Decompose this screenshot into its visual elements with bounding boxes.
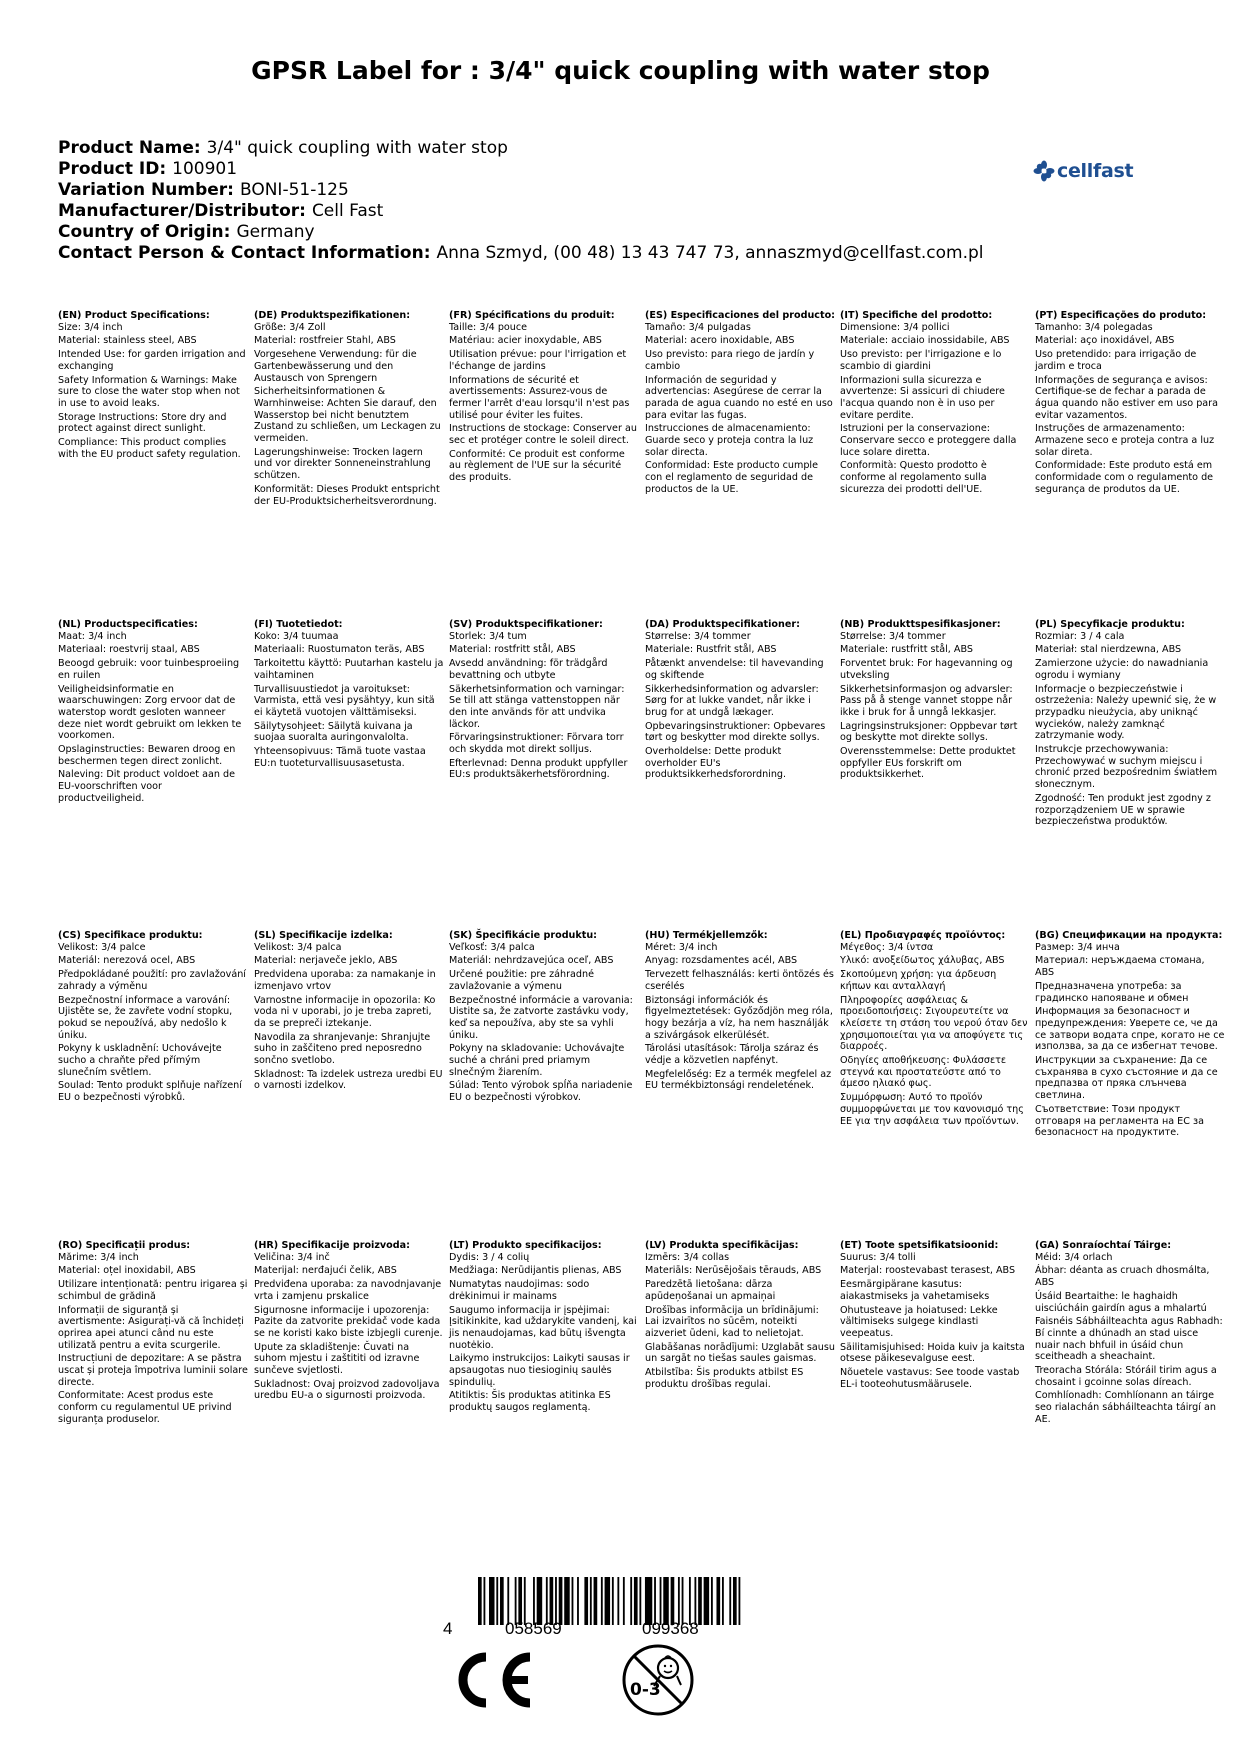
field-label: Manufacturer/Distributor: — [58, 201, 306, 221]
spec-line: Naleving: Dit product voldoet aan de EU-voorschriften voor productveiligheid. — [58, 769, 235, 804]
barcode-bar — [694, 1577, 696, 1625]
spec-line: Materiale: Rustfrit stål, ABS — [645, 644, 777, 656]
spec-block-heading: (EN) Product Specifications: — [58, 310, 210, 321]
spec-line: Súlad: Tento výrobok spĺňa nariadenie EU o bezpečnosti výrobkov. — [449, 1080, 633, 1104]
spec-line: Informacje o bezpieczeństwie i ostrzeżenia: Należy upewnić się, że w przypadku nieużycia, aby uniknąć wycieków, należy zamknąć zatrzymanie wody. — [1035, 683, 1217, 742]
variation-number-row — [58, 180, 984, 201]
spec-line: Izmērs: 3/4 collas — [645, 1251, 730, 1263]
spec-block — [645, 310, 835, 498]
spec-line: Uso pretendido: para irrigação de jardim e troca — [1035, 349, 1197, 372]
spec-block-heading: (HU) Termékjellemzők: — [645, 930, 768, 941]
spec-block — [449, 1240, 639, 1416]
spec-line: Varnostne informacije in opozorila: Ko voda ni v uporabi, jo je treba zapreti, da se prepreči iztekanje. — [254, 994, 436, 1029]
svg-text:0-3: 0-3 — [630, 1680, 661, 1700]
field-value: Anna Szmyd, (00 48) 13 43 747 73, annaszmyd@cellfast.com.pl — [436, 243, 984, 263]
spec-line: Bezpečnostné informácie a varovania: Uistite sa, že zatvorte zastávku vody, keď sa nepoužíva, aby ste sa vyhli úniku. — [449, 994, 633, 1041]
product-name-row — [58, 138, 984, 159]
spec-block — [254, 1240, 444, 1404]
barcode-bar — [550, 1577, 554, 1625]
barcode-bar — [537, 1577, 543, 1625]
spec-line: Sikkerhetsinformasjon og advarsler: Pass på å stenge vannet stoppe når ikke i bruk for å unngå lekkasjer. — [840, 683, 1013, 718]
barcode-bar — [594, 1577, 598, 1625]
spec-block-heading: (ES) Especificaciones del producto: — [645, 310, 836, 321]
spec-line: Suurus: 3/4 tolli — [840, 1251, 916, 1263]
spec-line: Tárolási utasítások: Tárolja száraz és védje a közvetlen napfényt. — [645, 1043, 819, 1067]
spec-line: Съответствие: Този продукт отговаря на регламента на ЕС за безопасност на продуктите. — [1035, 1103, 1204, 1139]
barcode-bar — [634, 1577, 638, 1625]
spec-block-heading: (DA) Produktspecifikationer: — [645, 619, 800, 630]
spec-line: Yhteensopivuus: Tämä tuote vastaa EU:n tuoteturvallisuusasetusta. — [254, 746, 426, 769]
field-label: Product Name: — [58, 138, 201, 158]
spec-block-heading: (EL) Προδιαγραφές προϊόντος: — [840, 930, 1006, 941]
spec-line: Säkerhetsinformation och varningar: Se till att stänga vattenstoppen när den inte används för att undvika läckor. — [449, 683, 625, 730]
spec-line: Materiale: rustfritt stål, ABS — [840, 644, 973, 656]
spec-line: Förvaringsinstruktioner: Förvara torr och skydda mot direkt solljus. — [449, 732, 624, 756]
spec-line: Conformidade: Este produto está em conformidade com o regulamento de segurança de produtos da UE. — [1035, 460, 1214, 495]
spec-line: Navodila za shranjevanje: Shranjujte suho in zaščiteno pred neposredno sončno svetlobo. — [254, 1031, 431, 1067]
barcode-bar — [515, 1577, 517, 1625]
not-for-children-0-3-icon — [621, 1643, 695, 1717]
spec-line: Lagerungshinweise: Trocken lagern und vor direkter Sonneneinstrahlung schützen. — [254, 446, 431, 482]
spec-line: Overholdelse: Dette produkt overholder EU's produktsikkerhedsforordning. — [645, 746, 787, 781]
barcode-bar — [722, 1577, 724, 1625]
spec-line: Πληροφορίες ασφάλειας & προειδοποιήσεις: Σιγουρευτείτε να κλείσετε τη στάση του νερού όταν δεν χρησιμοποιείται για να αποφύγετε τις διαρροές. — [840, 994, 1028, 1053]
barcode-bar — [689, 1577, 691, 1625]
spec-line: Konformität: Dieses Produkt entspricht der EU-Produktsicherheitsverordnung. — [254, 483, 440, 507]
spec-line: Mărime: 3/4 inch — [58, 1251, 139, 1263]
spec-block — [449, 310, 639, 486]
barcode-bar — [729, 1577, 731, 1625]
spec-line: Uso previsto: para riego de jardín y cambio — [645, 349, 815, 372]
field-label: Country of Origin: — [58, 222, 231, 242]
spec-line: Informações de segurança e avisos: Certifique-se de fechar a parada de água quando não estiver em uso para evitar vazamentos. — [1035, 374, 1218, 421]
spec-line: Utilizare intenționată: pentru irigarea și schimbul de grădină — [58, 1279, 248, 1302]
spec-line: Οδηγίες αποθήκευσης: Φυλάσσετε στεγνά και προστατεύστε από το άμεσο ηλιακό φως. — [840, 1055, 1007, 1090]
spec-line: Размер: 3/4 инча — [1035, 941, 1120, 953]
spec-block-heading: (NB) Produkttspesifikasjoner: — [840, 619, 1001, 630]
spec-line: Tarkoitettu käyttö: Puutarhan kastelu ja vaihtaminen — [254, 658, 444, 681]
barcode-bar — [682, 1577, 684, 1625]
barcode-bar — [564, 1577, 570, 1625]
spec-line: Opslaginstructies: Bewaren droog en beschermen tegen direct zonlicht. — [58, 744, 236, 767]
barcode-bar — [623, 1577, 625, 1625]
spec-line: Anyag: rozsdamentes acél, ABS — [645, 955, 798, 967]
spec-line: Koko: 3/4 tuumaa — [254, 630, 339, 642]
spec-block-heading: (DE) Produktspezifikationen: — [254, 310, 411, 321]
spec-block-heading: (LV) Produkta specifikācijas: — [645, 1240, 799, 1251]
spec-line: Material: rostfritt stål, ABS — [449, 644, 576, 656]
barcode-bar — [605, 1577, 611, 1625]
spec-line: Atbilstība: Šis produkts atbilst ES produktu drošības regulai. — [645, 1367, 804, 1390]
spec-line: Conformité: Ce produit est conforme au règlement de l'UE sur la sécurité des produits. — [449, 448, 625, 484]
barcode-bar — [663, 1577, 669, 1625]
spec-line: Sukladnost: Ovaj proizvod zadovoljava uredbu EU-a o sigurnosti proizvoda. — [254, 1378, 440, 1402]
barcode-bar — [711, 1577, 713, 1625]
spec-block — [254, 310, 444, 509]
spec-line: Påtænkt anvendelse: til havevanding og skiftende — [645, 658, 824, 681]
spec-line: Glabāšanas norādījumi: Uzglabāt sausu un sargāt no tiešas saules gaismas. — [645, 1341, 835, 1365]
spec-block — [840, 619, 1030, 783]
barcode-bar — [716, 1577, 720, 1625]
spec-line: Méid: 3/4 orlach — [1035, 1251, 1113, 1263]
spec-line: Pokyny na skladovanie: Uchovávajte suché a chráni pred priamym slnečným žiarením. — [449, 1043, 625, 1078]
field-label: Product ID: — [58, 159, 167, 179]
spec-line: Informations de sécurité et avertissements: Assurez-vous de fermer l'arrêt d'eau lorsqu'il n'est pas utilisé pour éviter les fuites. — [449, 374, 630, 421]
spec-line: Dimensione: 3/4 pollici — [840, 321, 950, 333]
barcode-bar — [660, 1577, 662, 1625]
spec-block-heading: (SV) Produktspecifikationer: — [449, 619, 603, 630]
spec-block — [1035, 619, 1225, 830]
barcode-bar — [500, 1577, 504, 1625]
barcode-bar — [590, 1577, 592, 1625]
spec-block-heading: (NL) Productspecificaties: — [58, 619, 198, 630]
spec-line: Tamaño: 3/4 pulgadas — [645, 321, 751, 333]
spec-line: Materiál: nerezová ocel, ABS — [58, 955, 196, 967]
barcode-bar — [704, 1577, 710, 1625]
cellfast-logo — [1033, 158, 1158, 184]
spec-line: Material: acero inoxidable, ABS — [645, 335, 795, 347]
spec-line: Conformità: Questo prodotto è conforme al regolamento sulla sicurezza dei prodotti dell'UE. — [840, 460, 987, 495]
barcode-bar — [612, 1577, 614, 1625]
spec-line: Materijal: nerđajući čelik, ABS — [254, 1265, 397, 1277]
spec-line: Storage Instructions: Store dry and protect against direct sunlight. — [58, 411, 227, 435]
spec-line: Forventet bruk: For hagevanning og utveksling — [840, 658, 1013, 681]
spec-line: Materiál: nehrdzavejúca oceľ, ABS — [449, 955, 614, 967]
spec-line: Størrelse: 3/4 tommer — [645, 630, 751, 642]
spec-line: Instrukcje przechowywania: Przechowywać w suchym miejscu i chronić przed bezpośrednim światłem słonecznym. — [1035, 744, 1218, 791]
spec-line: Instrucciones de almacenamiento: Guarde seco y proteja contra la luz solar directa. — [645, 423, 814, 458]
spec-line: Материал: неръждаема стомана, ABS — [1035, 955, 1205, 979]
spec-line: Určené použitie: pre záhradné zavlažovanie a výmenu — [449, 969, 594, 992]
spec-block — [1035, 930, 1225, 1141]
spec-line: Comhlíonadh: Comhlíonann an táirge seo rialachán sábháilteachta táirgí an AE. — [1035, 1390, 1216, 1425]
spec-line: Eesmärgipärane kasutus: aiakastmiseks ja vahetamiseks — [840, 1279, 990, 1302]
barcode-bar — [555, 1577, 557, 1625]
barcode-bar — [739, 1577, 741, 1625]
spec-line: Méret: 3/4 inch — [645, 941, 718, 953]
spec-line: Sicherheitsinformationen & Warnhinweise: Achten Sie darauf, den Wasserstop bei nicht benutztem Zustand zu schließen, um Leckagen zu vermeiden. — [254, 386, 441, 445]
spec-line: Υλικό: ανοξείδωτος χάλυβας, ABS — [840, 955, 1005, 967]
spec-line: Atitiktis: Šis produktas atitinka ES produktų saugos reglamentą. — [449, 1390, 611, 1414]
spec-block — [1035, 310, 1225, 498]
spec-block — [58, 619, 248, 807]
spec-block-heading: (ET) Toote spetsifikatsioonid: — [840, 1240, 999, 1251]
spec-line: Предназначена употреба: за градинско напояване и обмен — [1035, 980, 1189, 1004]
spec-line: Úsáid Beartaithe: le haghaidh uisciúcháin gairdín agus a mhalartú — [1035, 1290, 1207, 1314]
spec-block-heading: (HR) Specifikacije proizvoda: — [254, 1240, 410, 1251]
spec-block-heading: (PT) Especificações do produto: — [1035, 310, 1207, 321]
spec-line: Utilisation prévue: pour l'irrigation et l'échange de jardins — [449, 349, 627, 372]
barcode-bar — [496, 1577, 498, 1625]
spec-line: Säilytysohjeet: Säilytä kuivana ja suojaa suoralta auringonvalolta. — [254, 720, 413, 744]
spec-line: Velikost: 3/4 palca — [254, 941, 342, 953]
spec-line: Predviđena uporaba: za navodnjavanje vrta i zamjenu prskalice — [254, 1279, 442, 1302]
barcode-bar — [478, 1577, 482, 1625]
spec-line: Instructions de stockage: Conserver au sec et protéger contre le soleil direct. — [449, 423, 637, 447]
barcode-bar — [572, 1577, 574, 1625]
barcode-bar — [559, 1577, 563, 1625]
spec-line: Συμμόρφωση: Αυτό το προϊόν συμμορφώνεται με τον κανονισμό της ΕΕ για την ασφάλεια των προϊόντων. — [840, 1092, 1024, 1127]
spec-line: Pokyny k uskladnění: Uchovávejte sucho a chraňte před přímým slunečním světlem. — [58, 1043, 222, 1078]
barcode-bar — [639, 1577, 641, 1625]
barcode-bar — [698, 1577, 702, 1625]
spec-line: Materiał: stal nierdzewna, ABS — [1035, 644, 1182, 656]
spec-line: Μέγεθος: 3/4 ίντσα — [840, 941, 934, 953]
spec-block-heading: (IT) Specifiche del prodotto: — [840, 310, 993, 321]
field-label: Variation Number: — [58, 180, 234, 200]
spec-line: Vorgesehene Verwendung: für die Gartenbewässerung und den Austausch von Sprengern — [254, 349, 417, 384]
spec-line: Informații de siguranță și avertismente: Asigurați-vă că închideți oprirea apei atunci când nu este utilizată pentru a evita scurgerile. — [58, 1304, 244, 1351]
spec-block — [254, 619, 444, 771]
barcode-bar — [617, 1577, 619, 1625]
spec-block-heading: (GA) Sonraíochtaí Táirge: — [1035, 1240, 1172, 1251]
spec-block — [1035, 1240, 1225, 1428]
country-row — [58, 222, 984, 243]
field-value: Cell Fast — [311, 201, 384, 221]
spec-line: Информация за безопасност и предупреждения: Уверете се, че да се затвори водата спре, когато не се използва, за да се избегнат течове. — [1035, 1006, 1225, 1053]
barcode-bar — [507, 1577, 509, 1625]
barcode-bar — [577, 1577, 579, 1625]
spec-block — [254, 930, 444, 1094]
spec-line: Zgodność: Ten produkt jest zgodny z rozporządzeniem UE w sprawie bezpieczeństwa produktów. — [1035, 792, 1211, 828]
spec-line: Laikymo instrukcijos: Laikyti sausas ir apsaugotas nuo tiesioginių saulės spindulių. — [449, 1353, 630, 1388]
spec-line: Instrucțiuni de depozitare: A se păstra uscat și proteja împotriva luminii solare directe. — [58, 1353, 248, 1388]
spec-line: Megfelelőség: Ez a termék megfelel az EU termékbiztonsági rendeletének. — [645, 1068, 832, 1092]
flower-icon — [1033, 160, 1055, 182]
spec-line: Größe: 3/4 Zoll — [254, 321, 326, 333]
spec-line: Overensstemmelse: Dette produktet oppfyller EUs forskrift om produktsikkerhet. — [840, 746, 1016, 781]
spec-line: Sikkerhedsinformation og advarsler: Sørg for at lukke vandet, når ikke i brug for at undgå lækager. — [645, 683, 819, 718]
spec-block — [840, 310, 1030, 498]
spec-line: Faisnéis Sábháilteachta agus Rabhadh: Bí cinnte a dhúnadh an stad uisce nuair nach bhfuil in úsáid chun sceitheadh a sheachaint. — [1035, 1316, 1223, 1363]
spec-line: Ohutusteave ja hoiatused: Lekke vältimiseks sulgege kindlasti veepeatus. — [840, 1304, 998, 1339]
spec-line: Bezpečnostní informace a varování: Ujistěte se, že zavřete vodní stopku, pokud se nepoužívá, aby nedošlo k úniku. — [58, 994, 233, 1041]
spec-block — [58, 310, 248, 462]
spec-block — [58, 1240, 248, 1428]
spec-line: Předpokládané použití: pro zavlažování zahrady a výměnu — [58, 969, 246, 992]
spec-line: Lagringsinstruksjoner: Oppbevar tørt og beskytte mot direkte sollys. — [840, 720, 1018, 744]
spec-line: Material: rostfreier Stahl, ABS — [254, 335, 396, 347]
spec-line: Veličina: 3/4 inč — [254, 1251, 330, 1263]
ce-mark-icon — [450, 1651, 533, 1709]
barcode-bar — [518, 1577, 522, 1625]
barcode-bar — [678, 1577, 680, 1625]
spec-line: Materiāls: Nerūsējošais tērauds, ABS — [645, 1265, 822, 1277]
barcode-bar — [654, 1577, 656, 1625]
spec-line: Materjal: roostevabast terasest, ABS — [840, 1265, 1016, 1277]
spec-line: Инструкции за съхранение: Да се съхранява в сухо състояние и да се предпазва от пряка слънчева светлина. — [1035, 1055, 1218, 1102]
spec-line: Storlek: 3/4 tum — [449, 630, 527, 642]
spec-line: Sigurnosne informacije i upozorenja: Pazite da zatvorite prekidač vode kada se ne koristi kako biste izbjegli curenje. — [254, 1304, 443, 1339]
spec-line: Saugumo informacija ir įspėjimai: Įsitikinkite, kad uždarykite vandenį, kai jis nenaudojamas, kad būtų išvengta nuotėkio. — [449, 1304, 637, 1351]
barcode-bar — [533, 1577, 535, 1625]
logo-text: cellfast — [1057, 160, 1134, 182]
spec-line: Σκοπούμενη χρήση: για άρδευση κήπων και ανταλλαγή — [840, 969, 997, 992]
spec-line: Ábhar: déanta as cruach dhosmálta, ABS — [1035, 1265, 1210, 1289]
barcode-bar — [489, 1577, 495, 1625]
spec-block — [449, 619, 639, 783]
barcode-bar — [601, 1577, 603, 1625]
spec-line: Size: 3/4 inch — [58, 321, 123, 333]
spec-line: Paredzētā lietošana: dārza apūdeņošanai un apmaiņai — [645, 1279, 776, 1302]
spec-block-heading: (LT) Produkto specifikacijos: — [449, 1240, 602, 1251]
spec-block — [840, 930, 1030, 1129]
page-title: GPSR Label for : 3/4" quick coupling with water stop — [251, 56, 990, 85]
field-label: Contact Person & Contact Information: — [58, 243, 431, 263]
spec-line: Matériau: acier inoxydable, ABS — [449, 335, 602, 347]
spec-line: Veľkosť: 3/4 palca — [449, 941, 535, 953]
spec-line: Nõuetele vastavus: See toode vastab EL-i tooteohutusmäärusele. — [840, 1367, 1020, 1390]
spec-line: Predvidena uporaba: za namakanje in izmenjavo vrtov — [254, 969, 436, 992]
barcode-lead-digit: 4 — [443, 1619, 453, 1638]
field-value: BONI-51-125 — [239, 180, 349, 200]
spec-line: Intended Use: for garden irrigation and exchanging — [58, 349, 246, 372]
spec-line: Efterlevnad: Denna produkt uppfyller EU:s produktsäkerhetsförordning. — [449, 757, 628, 781]
spec-block — [840, 1240, 1030, 1392]
spec-line: Numatytas naudojimas: sodo drėkinimui ir mainams — [449, 1279, 590, 1302]
barcode-right-group: 099368 — [642, 1619, 699, 1638]
barcode-bar — [524, 1577, 526, 1625]
manufacturer-row — [58, 201, 984, 222]
spec-block — [645, 1240, 835, 1392]
barcode-left-group: 058569 — [505, 1619, 562, 1638]
barcode-bars — [478, 1577, 744, 1625]
spec-line: Rozmiar: 3 / 4 cala — [1035, 630, 1125, 642]
spec-line: Størrelse: 3/4 tommer — [840, 630, 946, 642]
spec-line: Avsedd användning: för trädgård bevattning och utbyte — [449, 658, 608, 681]
spec-line: Säilitamisjuhised: Hoida kuiv ja kaitsta otsese päikesevalguse eest. — [840, 1341, 1025, 1365]
field-value: Germany — [236, 222, 315, 242]
spec-line: Conformitate: Acest produs este conform cu regulamentul UE privind siguranța produselor. — [58, 1390, 232, 1425]
spec-line: Dydis: 3 / 4 colių — [449, 1251, 530, 1263]
spec-line: Material: aço inoxidável, ABS — [1035, 335, 1175, 347]
spec-block-heading: (RO) Specificații produs: — [58, 1240, 191, 1251]
spec-line: Beoogd gebruik: voor tuinbesproeiing en ruilen — [58, 658, 240, 681]
spec-line: Turvallisuustiedot ja varoitukset: Varmista, että vesi pysähtyy, kun sitä ei käytetä vuotojen välttämiseksi. — [254, 683, 435, 718]
spec-block-heading: (SK) Špecifikácie produktu: — [449, 930, 598, 941]
barcode-bar — [546, 1577, 548, 1625]
barcode-bar — [484, 1577, 486, 1625]
spec-line: Tervezett felhasználás: kerti öntözés és cserélés — [645, 969, 834, 992]
spec-block — [645, 619, 835, 783]
spec-line: Safety Information & Warnings: Make sure to close the water stop when not in use to avoid leaks. — [58, 374, 240, 409]
spec-block-heading: (CS) Specifikace produktu: — [58, 930, 203, 941]
spec-block-heading: (FR) Spécifications du produit: — [449, 310, 615, 321]
product-info — [58, 138, 984, 264]
barcode-bar — [671, 1577, 675, 1625]
spec-line: Material: stainless steel, ABS — [58, 335, 197, 347]
spec-line: Maat: 3/4 inch — [58, 630, 127, 642]
spec-line: Zamierzone użycie: do nawadniania ogrodu i wymiany — [1035, 658, 1209, 681]
spec-line: Treoracha Stórála: Stóráil tirim agus a chosaint i gcoinne solas díreach. — [1035, 1365, 1217, 1388]
field-value: 3/4" quick coupling with water stop — [206, 138, 508, 158]
spec-line: Skladnost: Ta izdelek ustreza uredbi EU o varnosti izdelkov. — [254, 1068, 443, 1092]
spec-line: Velikost: 3/4 palce — [58, 941, 146, 953]
spec-line: Biztonsági információk és figyelmeztetések: Győződjön meg róla, hogy bezárja a víz, ha nem használják a szivárgások elkerülését. — [645, 994, 833, 1041]
spec-line: Conformidad: Este producto cumple con el reglamento de seguridad de productos de la UE. — [645, 460, 818, 495]
spec-line: Información de seguridad y advertencias: Asegúrese de cerrar la parada de agua cuando no esté en uso para evitar las fugas. — [645, 374, 833, 421]
spec-block-heading: (FI) Tuotetiedot: — [254, 619, 343, 630]
spec-line: Upute za skladištenje: Čuvati na suhom mjestu i zaštititi od izravne sunčeve svjetlosti. — [254, 1341, 420, 1377]
barcode-bar — [733, 1577, 737, 1625]
contact-row — [58, 243, 984, 264]
barcode-bar — [645, 1577, 652, 1625]
spec-line: Materiaali: Ruostumaton teräs, ABS — [254, 644, 425, 656]
spec-line: Material: oțel inoxidabil, ABS — [58, 1265, 196, 1277]
spec-line: Taille: 3/4 pouce — [449, 321, 528, 333]
spec-line: Tamanho: 3/4 polegadas — [1035, 321, 1153, 333]
spec-block — [645, 930, 835, 1094]
spec-block-heading: (SL) Specifikacije izdelka: — [254, 930, 393, 941]
spec-line: Drošības informācija un brīdinājumi: Lai izvairītos no sūcēm, noteikti aizveriet ūdeni, kad to nelietojat. — [645, 1304, 819, 1339]
spec-line: Informazioni sulla sicurezza e avvertenze: Si assicuri di chiudere l'acqua quando non è in uso per evitare perdite. — [840, 374, 1005, 421]
spec-block-heading: (BG) Спецификации на продукта: — [1035, 930, 1223, 941]
spec-line: Uso previsto: per l'irrigazione e lo scambio di giardini — [840, 349, 1002, 372]
spec-line: Istruzioni per la conservazione: Conservare secco e proteggere dalla luce solare diretta. — [840, 423, 1017, 458]
spec-line: Instruções de armazenamento: Armazene seco e proteja contra a luz solar direta. — [1035, 423, 1215, 458]
spec-line: Materiaal: roestvrij staal, ABS — [58, 644, 200, 656]
barcode-bar — [584, 1577, 588, 1625]
spec-line: Veiligheidsinformatie en waarschuwingen: Zorg ervoor dat de waterstop wordt gesloten wanneer deze niet wordt gebruikt om lekken te voorkomen. — [58, 683, 242, 742]
spec-line: Materiale: acciaio inossidabile, ABS — [840, 335, 1010, 347]
spec-line: Medžiaga: Nerūdijantis plienas, ABS — [449, 1265, 622, 1277]
spec-line: Material: nerjaveče jeklo, ABS — [254, 955, 398, 967]
spec-block-heading: (PL) Specyfikacje produktu: — [1035, 619, 1185, 630]
spec-line: Compliance: This product complies with the EU product safety regulation. — [58, 437, 241, 460]
spec-line: Soulad: Tento produkt splňuje nařízení EU o bezpečnosti výrobků. — [58, 1080, 242, 1104]
spec-block — [449, 930, 639, 1106]
spec-block — [58, 930, 248, 1106]
barcode-bar — [630, 1577, 632, 1625]
field-value: 100901 — [172, 159, 238, 179]
product-id-row — [58, 159, 984, 180]
spec-line: Opbevaringsinstruktioner: Opbevares tørt og beskytter mod direkte sollys. — [645, 720, 826, 744]
